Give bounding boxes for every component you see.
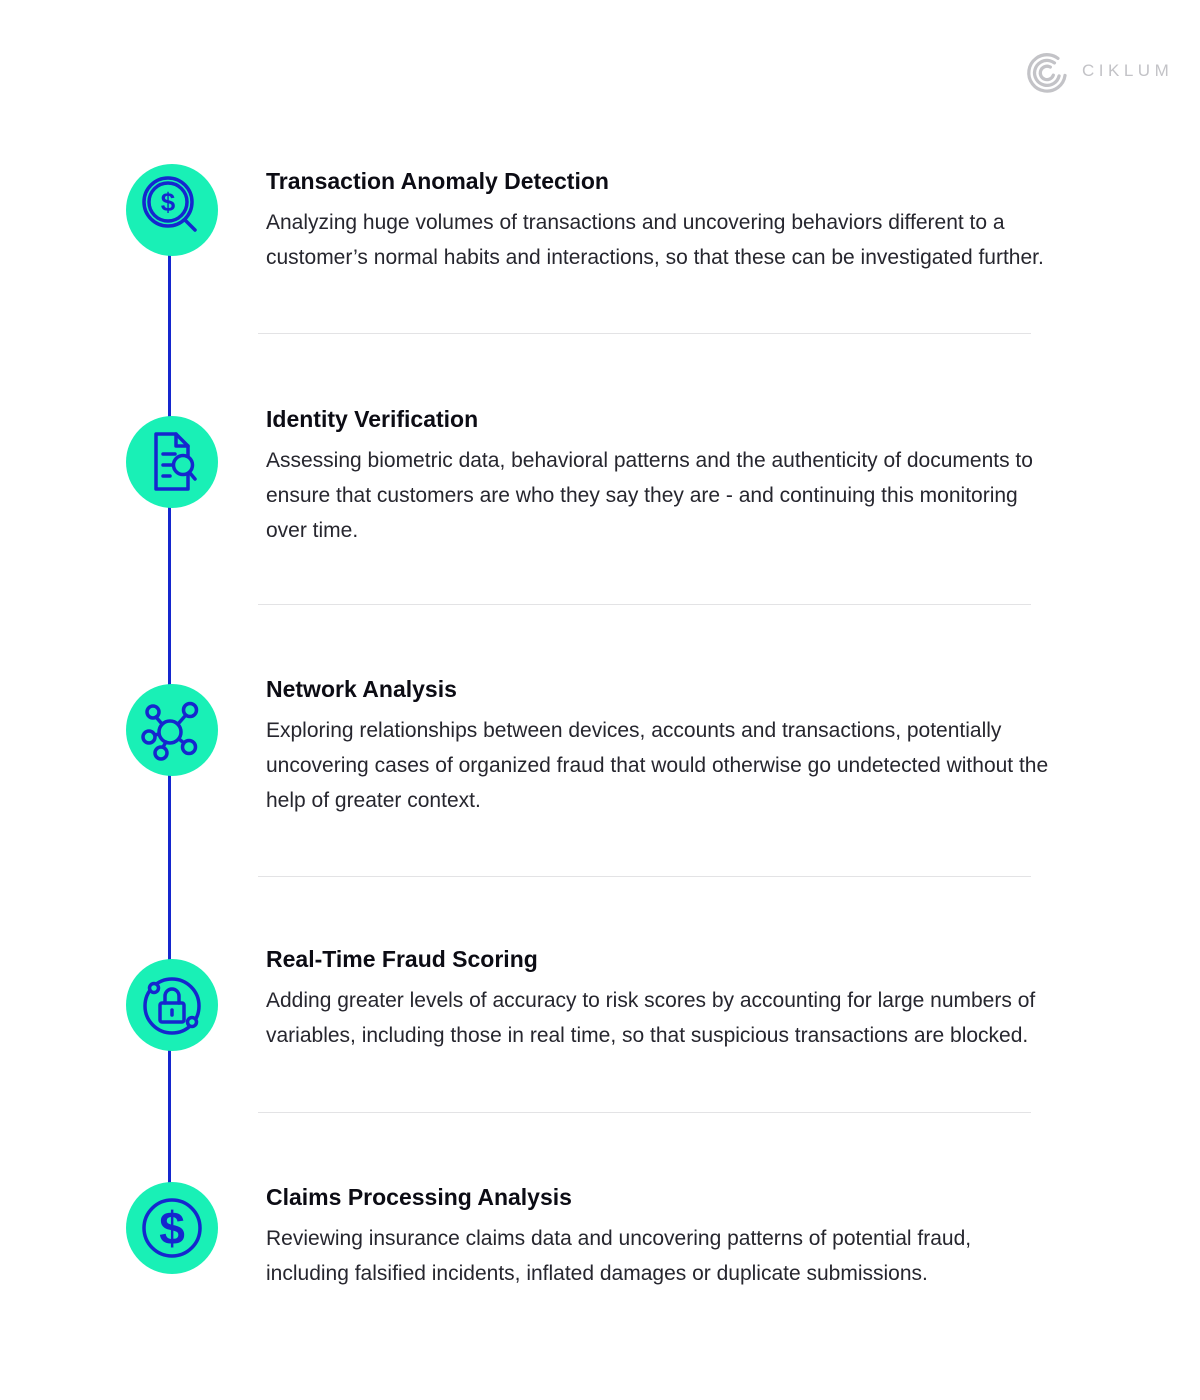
dollar-circle-icon — [127, 1183, 217, 1273]
section-divider — [258, 333, 1031, 334]
timeline-node-fraud-scoring — [126, 959, 218, 1051]
section-body: Adding greater levels of accuracy to risk scores by accounting for large numbers of variables, including those in real time, so that suspicious transactions are blocked. — [266, 989, 1036, 1047]
section-divider — [258, 1112, 1031, 1113]
section-title: Network Analysis — [266, 676, 457, 702]
ciklum-mark-icon — [1024, 48, 1070, 94]
svg-text:$: $ — [159, 1202, 185, 1254]
svg-text:$: $ — [160, 187, 176, 217]
section-body: Exploring relationships between devices, accounts and transactions, potentially uncovering cases of organized fraud that would otherwise go undetected without the help of greater context. — [266, 719, 1049, 812]
section-transaction-anomaly — [266, 168, 1050, 275]
section-title: Identity Verification — [266, 406, 479, 432]
section-title: Claims Processing Analysis — [266, 1184, 572, 1210]
timeline-node-identity-verification — [126, 416, 218, 508]
section-divider — [258, 604, 1031, 605]
section-network-analysis — [266, 676, 1050, 818]
section-identity-verification — [266, 406, 1050, 548]
timeline-node-network-analysis — [126, 684, 218, 776]
section-divider — [258, 876, 1031, 877]
lock-security-icon — [127, 960, 217, 1050]
brand-logo — [1024, 48, 1173, 94]
timeline-node-transaction-anomaly — [126, 164, 218, 256]
section-title: Real-Time Fraud Scoring — [266, 946, 538, 972]
section-body: Reviewing insurance claims data and uncovering patterns of potential fraud, including falsified incidents, inflated damages or duplicate submissions. — [266, 1227, 972, 1285]
section-body: Assessing biometric data, behavioral patterns and the authenticity of documents to ensure that customers are who they say they are - and continuing this monitoring over time. — [266, 449, 1033, 542]
section-body: Analyzing huge volumes of transactions and uncovering behaviors different to a customer’s normal habits and interactions, so that these can be investigated further. — [266, 211, 1044, 269]
section-title: Transaction Anomaly Detection — [266, 168, 609, 194]
brand-name: CIKLUM — [1082, 61, 1174, 80]
timeline-node-claims-processing — [126, 1182, 218, 1274]
magnifier-dollar-icon — [127, 165, 217, 255]
section-fraud-scoring — [266, 946, 1050, 1053]
network-nodes-icon — [127, 685, 217, 775]
document-search-icon — [127, 417, 217, 507]
section-claims-processing — [266, 1184, 1050, 1291]
